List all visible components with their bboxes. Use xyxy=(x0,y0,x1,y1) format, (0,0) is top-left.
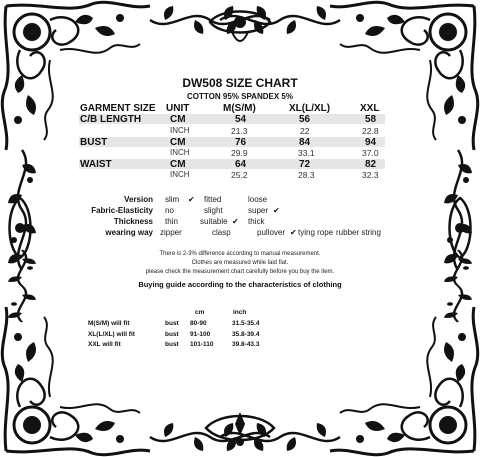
check-icon: ✔ xyxy=(273,206,280,215)
elasticity-label: Fabric-Elasticity xyxy=(91,206,153,215)
row-label-cb-length: C/B LENGTH xyxy=(80,114,142,125)
header-size-m: M(S/M) xyxy=(223,103,256,114)
check-icon: ✔ xyxy=(232,217,239,226)
value-cell: 37.0 xyxy=(362,148,379,158)
check-icon: ✔ xyxy=(188,195,195,204)
header-size-xl: XL(L/XL) xyxy=(289,103,331,114)
guide-part: bust xyxy=(165,331,179,338)
option-clasp: clasp xyxy=(212,228,231,237)
unit-inch: INCH xyxy=(170,170,190,179)
check-icon: ✔ xyxy=(290,228,297,237)
row-band xyxy=(79,137,385,147)
chart-title: DW508 SIZE CHART xyxy=(182,76,298,90)
guide-inch-value: 35.8-39.4 xyxy=(232,331,260,338)
guide-col-inch: inch xyxy=(233,309,247,316)
guide-cm-value: 80-90 xyxy=(190,320,207,327)
option-super: super xyxy=(248,206,269,215)
option-no: no xyxy=(165,206,174,215)
option-tying-rope: tying rope xyxy=(298,228,334,237)
guide-fit-label: XXL will fit xyxy=(88,341,121,348)
option-zipper: zipper xyxy=(160,228,182,237)
version-label: Version xyxy=(124,195,153,204)
value-cell: 76 xyxy=(235,137,247,148)
value-cell: 82 xyxy=(365,159,377,170)
guide-fit-label: M(S/M) will fit xyxy=(88,320,130,327)
value-cell: 22 xyxy=(300,126,310,136)
unit-cm: CM xyxy=(170,159,186,170)
row-band xyxy=(79,159,385,169)
unit-inch: INCH xyxy=(170,126,190,135)
value-cell: 56 xyxy=(299,114,311,125)
header-garment-size: GARMENT SIZE xyxy=(80,103,156,114)
option-suitable: suitable xyxy=(200,217,228,226)
option-pullover: pullover xyxy=(257,228,286,237)
unit-cm: CM xyxy=(170,114,186,125)
value-cell: 58 xyxy=(365,114,377,125)
value-cell: 32.3 xyxy=(362,170,379,180)
value-cell: 21.3 xyxy=(231,126,248,136)
guide-part: bust xyxy=(165,320,179,327)
note-line: There is 2-3% difference according to manual measurement. xyxy=(159,251,321,257)
value-cell: 28.3 xyxy=(298,170,315,180)
guide-fit-label: XL(L/XL) will fit xyxy=(88,331,135,338)
value-cell: 54 xyxy=(235,114,247,125)
guide-part: bust xyxy=(165,341,179,348)
value-cell: 94 xyxy=(365,137,377,148)
option-thick: thick xyxy=(248,217,265,226)
wearing-way-label: wearing way xyxy=(105,228,153,237)
header-size-xxl: XXL xyxy=(360,103,380,114)
note-line: Clothes are measured while laid flat. xyxy=(191,260,289,266)
note-line: please check the measurement chart carefully before you buy the item. xyxy=(145,269,335,275)
guide-inch-value: 31.5-35.4 xyxy=(232,320,260,327)
value-cell: 22.8 xyxy=(362,126,379,136)
guide-col-cm: cm xyxy=(195,309,205,316)
buying-guide-title: Buying guide according to the characteristics of clothing xyxy=(138,280,342,289)
header-unit: UNIT xyxy=(166,103,190,114)
option-loose: loose xyxy=(248,195,268,204)
option-rubber-string: rubber string xyxy=(336,228,381,237)
unit-cm: CM xyxy=(170,137,186,148)
guide-cm-value: 101-110 xyxy=(190,341,214,348)
value-cell: 29.9 xyxy=(231,148,248,158)
unit-inch: INCH xyxy=(170,148,190,157)
material-composition: COTTON 95% SPANDEX 5% xyxy=(187,92,293,101)
option-fitted: fitted xyxy=(204,195,222,204)
option-slim: slim xyxy=(165,195,180,204)
guide-inch-value: 39.8-43.3 xyxy=(232,341,260,348)
option-slight: slight xyxy=(204,206,223,215)
value-cell: 64 xyxy=(235,159,247,170)
value-cell: 33.1 xyxy=(298,148,315,158)
row-label-bust: BUST xyxy=(80,137,108,148)
thickness-label: Thickness xyxy=(113,217,153,226)
row-label-waist: WAIST xyxy=(80,159,112,170)
value-cell: 25.2 xyxy=(231,170,248,180)
guide-cm-value: 91-100 xyxy=(190,331,211,338)
value-cell: 72 xyxy=(299,159,311,170)
option-thin: thin xyxy=(165,217,178,226)
value-cell: 84 xyxy=(299,137,311,148)
